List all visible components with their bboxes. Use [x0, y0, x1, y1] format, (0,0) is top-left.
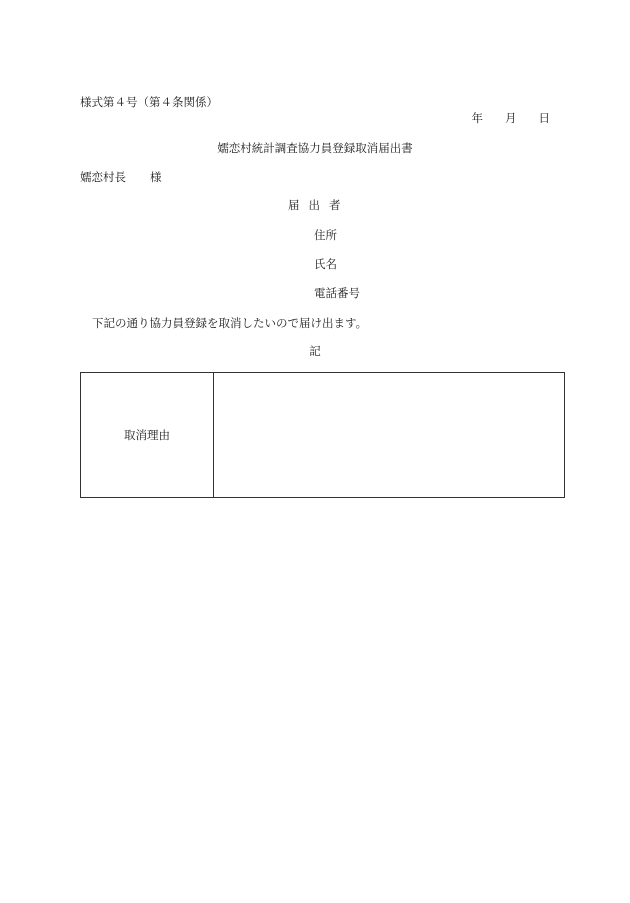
name-label: 氏名: [314, 257, 337, 271]
reason-value-cell[interactable]: [214, 373, 565, 498]
addressee-name: 嬬恋村長: [80, 170, 126, 184]
date-year-label: 年: [471, 111, 483, 125]
document-title: 嬬恋村統計調査協力員登録取消届出書: [217, 141, 413, 155]
reason-row: [81, 373, 565, 498]
addressee-honorific: 様: [150, 170, 162, 184]
date-line: [472, 111, 551, 125]
date-day-label: 日: [538, 111, 550, 125]
applicant-heading: 届出者: [288, 198, 350, 212]
address-label: 住所: [314, 228, 337, 242]
statement-text: 下記の通り協力員登録を取消したいので届け出ます。: [92, 316, 368, 330]
date-month-label: 月: [505, 111, 517, 125]
reason-label-cell: 取消理由: [81, 373, 214, 498]
ki-label: 記: [309, 344, 321, 358]
addressee: [80, 170, 162, 184]
reason-table: [80, 372, 565, 498]
form-number: 様式第４号（第４条関係）: [80, 95, 218, 109]
phone-label: 電話番号: [314, 286, 360, 300]
